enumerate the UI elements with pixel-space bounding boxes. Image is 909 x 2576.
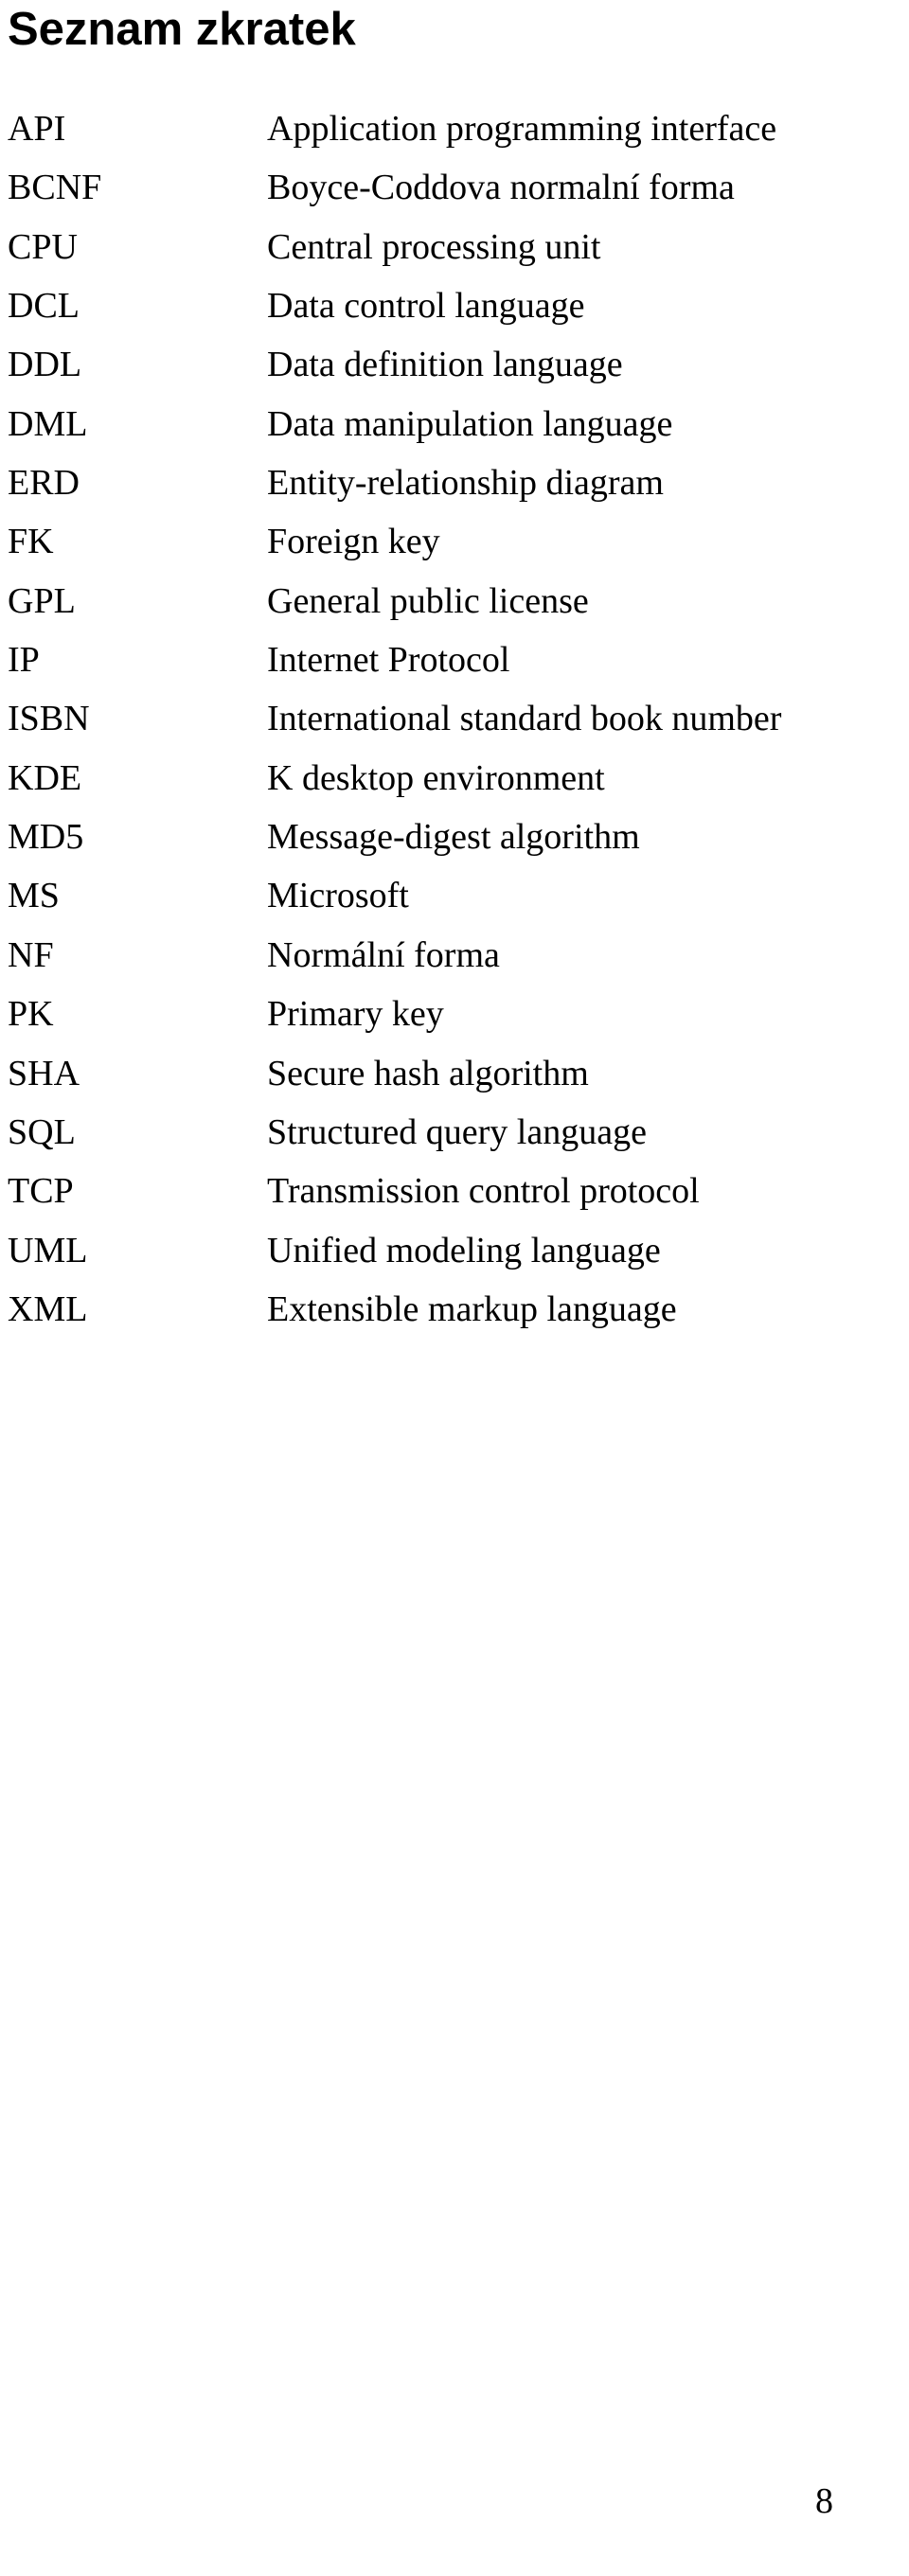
abbreviation-row (8, 808, 909, 866)
abbreviation-meaning: Structured query language (267, 1111, 647, 1152)
abbreviation-code: NF (8, 934, 54, 975)
abbreviation-code: BCNF (8, 168, 102, 208)
abbreviation-code: ISBN (8, 699, 90, 739)
abbreviation-meaning: Secure hash algorithm (267, 1053, 589, 1093)
abbreviation-meaning: Data control language (267, 286, 585, 327)
abbreviation-meaning: International standard book number (267, 699, 782, 739)
abbreviation-row (8, 1162, 909, 1220)
abbreviation-code: UML (8, 1230, 88, 1270)
abbreviation-meaning: Central processing unit (267, 226, 601, 267)
abbreviation-row (8, 866, 909, 925)
abbreviation-list (8, 99, 909, 1339)
abbreviation-meaning: Microsoft (267, 876, 409, 916)
abbreviation-row (8, 689, 909, 748)
abbreviation-row (8, 395, 909, 453)
abbreviation-code: SHA (8, 1053, 80, 1093)
abbreviation-meaning: Data definition language (267, 345, 623, 385)
abbreviation-code: CPU (8, 226, 78, 267)
abbreviation-code: KDE (8, 757, 82, 798)
abbreviation-row (8, 1103, 909, 1162)
abbreviation-code: XML (8, 1288, 88, 1329)
abbreviation-code: MD5 (8, 817, 84, 858)
abbreviation-code: SQL (8, 1111, 76, 1152)
abbreviation-code: DCL (8, 286, 80, 327)
abbreviation-row (8, 631, 909, 689)
abbreviation-code: ERD (8, 463, 80, 504)
abbreviation-row (8, 926, 909, 985)
abbreviation-meaning: Internet Protocol (267, 640, 510, 681)
abbreviation-meaning: Extensible markup language (267, 1288, 677, 1329)
abbreviation-row (8, 572, 909, 631)
page-title: Seznam zkratek (8, 4, 356, 55)
abbreviation-meaning: Unified modeling language (267, 1230, 661, 1270)
abbreviation-row (8, 218, 909, 276)
abbreviation-row (8, 1044, 909, 1103)
abbreviation-meaning: Transmission control protocol (267, 1171, 700, 1212)
abbreviation-code: GPL (8, 580, 76, 621)
abbreviation-meaning: General public license (267, 580, 589, 621)
abbreviation-meaning: Normální forma (267, 934, 500, 975)
abbreviation-meaning: Application programming interface (267, 109, 777, 149)
abbreviation-meaning: Message-digest algorithm (267, 817, 640, 858)
abbreviation-row (8, 512, 909, 571)
abbreviation-code: FK (8, 522, 54, 562)
abbreviation-meaning: K desktop environment (267, 757, 605, 798)
abbreviation-code: DML (8, 403, 88, 444)
abbreviation-code: API (8, 109, 66, 149)
abbreviation-meaning: Entity-relationship diagram (267, 463, 664, 504)
abbreviation-row (8, 276, 909, 335)
abbreviation-code: DDL (8, 345, 82, 385)
abbreviation-row (8, 1280, 909, 1339)
abbreviation-row (8, 158, 909, 217)
abbreviation-code: PK (8, 994, 54, 1035)
abbreviation-meaning: Boyce-Coddova normalní forma (267, 168, 735, 208)
page-number: 8 (815, 2481, 833, 2521)
abbreviation-row (8, 453, 909, 512)
abbreviation-meaning: Data manipulation language (267, 403, 673, 444)
abbreviation-meaning: Foreign key (267, 522, 440, 562)
abbreviation-code: MS (8, 876, 60, 916)
abbreviation-row (8, 749, 909, 808)
abbreviation-row (8, 99, 909, 158)
abbreviation-code: IP (8, 640, 40, 681)
abbreviation-row (8, 335, 909, 394)
abbreviation-code: TCP (8, 1171, 74, 1212)
abbreviation-row (8, 985, 909, 1043)
abbreviation-meaning: Primary key (267, 994, 444, 1035)
abbreviation-row (8, 1221, 909, 1280)
